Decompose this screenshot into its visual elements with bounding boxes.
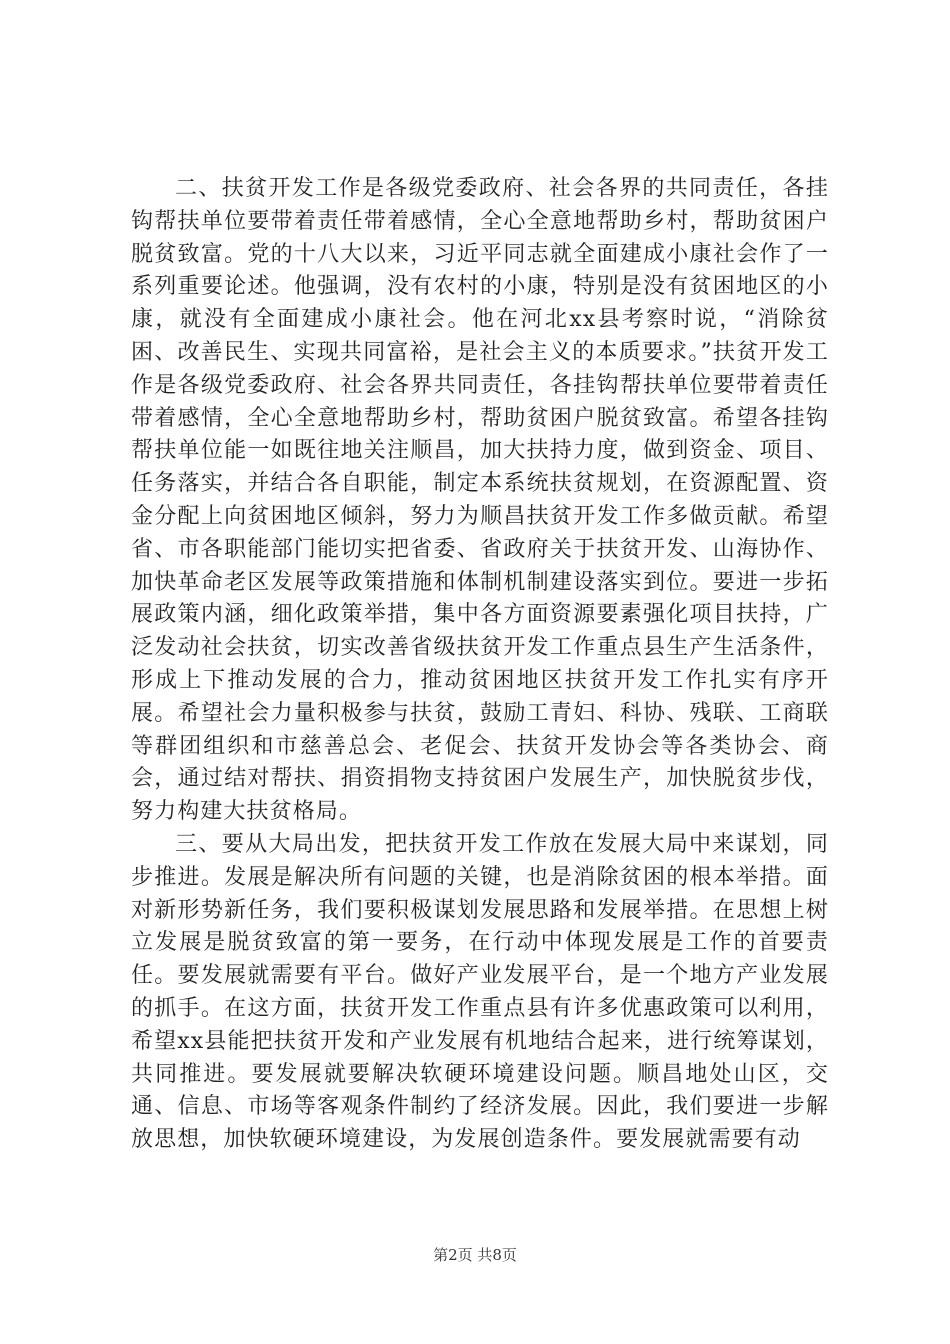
page-number-footer: 第2页 共8页 [433,1246,517,1264]
document-body [131,173,829,1157]
paragraph-section-three: 三、要从大局出发，把扶贫开发工作放在发展大局中来谋划，同步推进。发展是解决所有问题的关键，也是消除贫困的根本举措。面对新形势新任务，我们要积极谋划发展思路和发展举措。在思想上树立发展是脱贫致富的第一要务，在行动中体现发展是工作的首要责任。要发展就需要有平台。做好产业发展平台，是一个地方产业发展的抓手。在这方面，扶贫开发工作重点县有许多优惠政策可以利用，希望xx县能把扶贫开发和产业发展有机地结合起来，进行统筹谋划，共同推进。要发展就要解决软硬环境建设问题。顺昌地处山区，交通、信息、市场等客观条件制约了经济发展。因此，我们要进一步解放思想，加快软硬环境建设，为发展创造条件。要发展就需要有动 [131,831,829,1153]
paragraph-section-two: 二、扶贫开发工作是各级党委政府、社会各界的共同责任，各挂钩帮扶单位要带着责任带着感情，全心全意地帮助乡村，帮助贫困户脱贫致富。党的十八大以来，习近平同志就全面建成小康社会作了一系列重要论述。他强调，没有农村的小康，特别是没有贫困地区的小康，就没有全面建成小康社会。他在河北xx县考察时说，“消除贫困、改善民生、实现共同富裕，是社会主义的本质要求。”扶贫开发工作是各级党委政府、社会各界共同责任，各挂钩帮扶单位要带着责任带着感情，全心全意地帮助乡村，帮助贫困户脱贫致富。希望各挂钩帮扶单位能一如既往地关注顺昌，加大扶持力度，做到资金、项目、任务落实，并结合各自职能，制定本系统扶贫规划，在资源配置、资金分配上向贫困地区倾斜，努力为顺昌扶贫开发工作多做贡献。希望省、市各职能部门能切实把省委、省政府关于扶贫开发、山海协作、加快革命老区发展等政策措施和体制机制建设落实到位。要进一步拓展政策内涵，细化政策举措，集中各方面资源要素强化项目扶持，广泛发动社会扶贫，切实改善省级扶贫开发工作重点县生产生活条件，形成上下推动发展的合力，推动贫困地区扶贫开发工作扎实有序开展。希望社会力量积极参与扶贫，鼓励工青妇、科协、残联、工商联等群团组织和市慈善总会、老促会、扶贫开发协会等各类协会、商会，通过结对帮扶、捐资捐物支持贫困户发展生产，加快脱贫步伐，努力构建大扶贫格局。 [131,176,829,825]
